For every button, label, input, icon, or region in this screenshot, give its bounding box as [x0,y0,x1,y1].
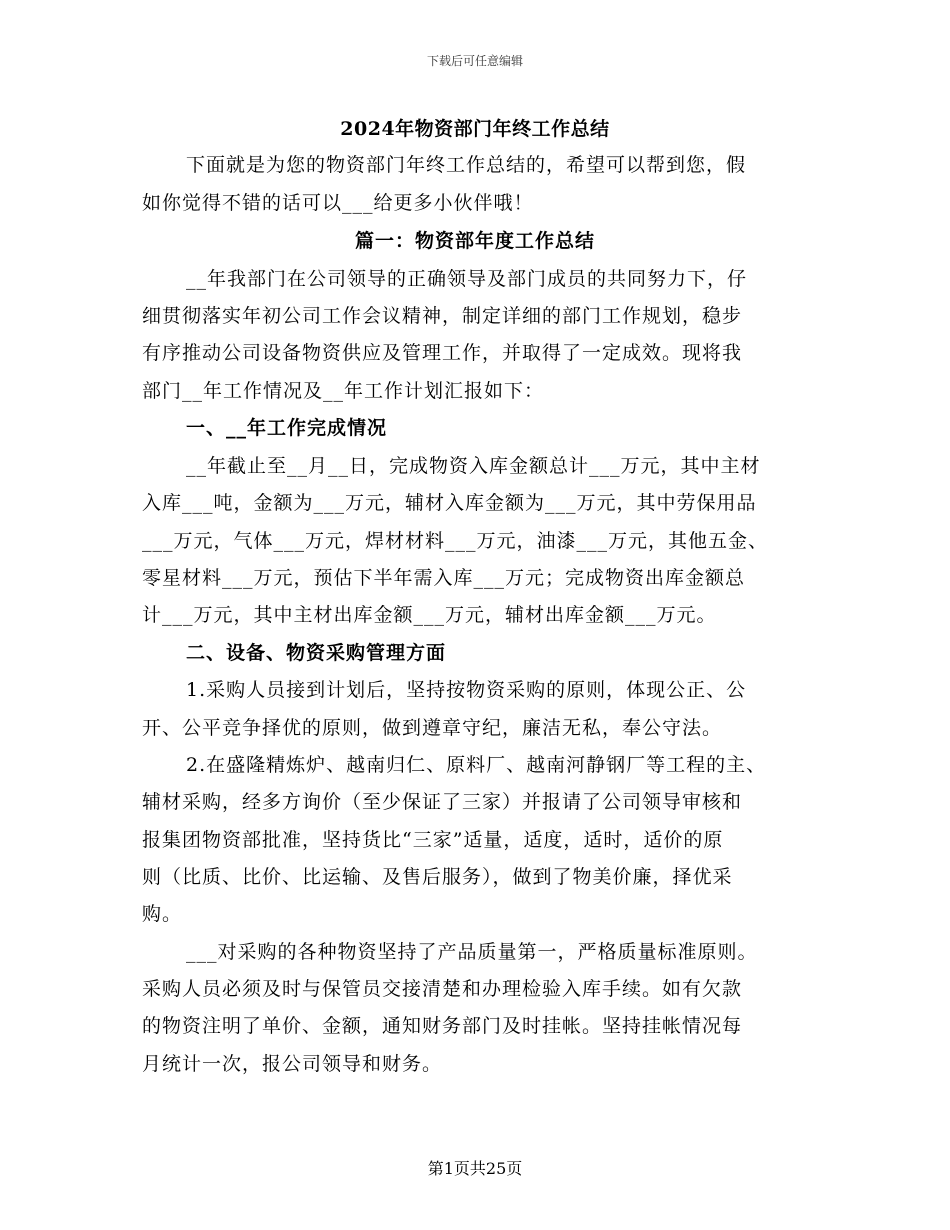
paragraph-line: 入库___吨，金额为___万元，辅材入库金额为___万元，其中劳保用品 [142,492,757,514]
paragraph-line: 购。 [142,903,183,925]
subsection-heading: 二、设备、物资采购管理方面 [186,642,447,664]
intro-line: 下面就是为您的物资部门年终工作总结的，希望可以帮到您，假 [186,154,747,176]
paragraph-line: ___对采购的各种物资坚持了产品质量第一，严格质量标准原则。 [186,941,758,963]
paragraph-line: 部门__年工作情况及__年工作计划汇报如下： [142,380,545,402]
paragraph-line: 零星材料___万元，预估下半年需入库___万元；完成物资出库金额总 [142,567,746,589]
paragraph-line: 计___万元，其中主材出库金额___万元，辅材出库金额___万元。 [142,604,717,626]
paragraph-line: 采购人员必须及时与保管员交接清楚和办理检验入库手续。如有欠款 [142,978,743,1000]
paragraph-line: 辅材采购，经多方询价（至少保证了三家）并报请了公司领导审核和 [142,791,743,813]
paragraph-line: ___万元，气体___万元，焊材材料___万元，油漆___万元，其他五金、 [142,530,769,552]
paragraph-line: 2.在盛隆精炼炉、越南归仁、原料厂、越南河静钢厂等工程的主、 [186,754,767,776]
paragraph-line: 月统计一次，报公司领导和财务。 [142,1053,443,1075]
subsection-heading: 一、__年工作完成情况 [186,417,388,439]
paragraph-line: __年截止至__月__日，完成物资入库金额总计___万元，其中主材 [186,455,761,477]
paragraph-line: 的物资注明了单价、金额，通知财务部门及时挂帐。坚持挂帐情况每 [142,1015,743,1037]
paragraph-line: 开、公平竞争择优的原则，做到遵章守纪，廉洁无私，奉公守法。 [142,717,723,739]
intro-line: 如你觉得不错的话可以___给更多小伙伴哦！ [142,192,534,214]
page-footer: 第1页共25页 [427,1159,523,1178]
paragraph-line: 有序推动公司设备物资供应及管理工作，并取得了一定成效。现将我 [142,342,743,364]
section-heading: 篇一：物资部年度工作总结 [354,230,595,252]
document-title: 2024年物资部门年终工作总结 [340,118,610,140]
page-header: 下载后可任意编辑 [426,54,523,68]
paragraph-line: 则（比质、比价、比运输、及售后服务），做到了物美价廉，择优采 [142,866,733,888]
paragraph-line: 报集团物资部批准，坚持货比“三家”适量，适度，适时，适价的原 [142,829,724,851]
paragraph-line: 1.采购人员接到计划后，坚持按物资采购的原则，体现公正、公 [186,679,747,701]
paragraph-line: 细贯彻落实年初公司工作会议精神，制定详细的部门工作规划，稳步 [142,305,743,327]
paragraph-line: __年我部门在公司领导的正确领导及部门成员的共同努力下，仔 [186,268,748,290]
